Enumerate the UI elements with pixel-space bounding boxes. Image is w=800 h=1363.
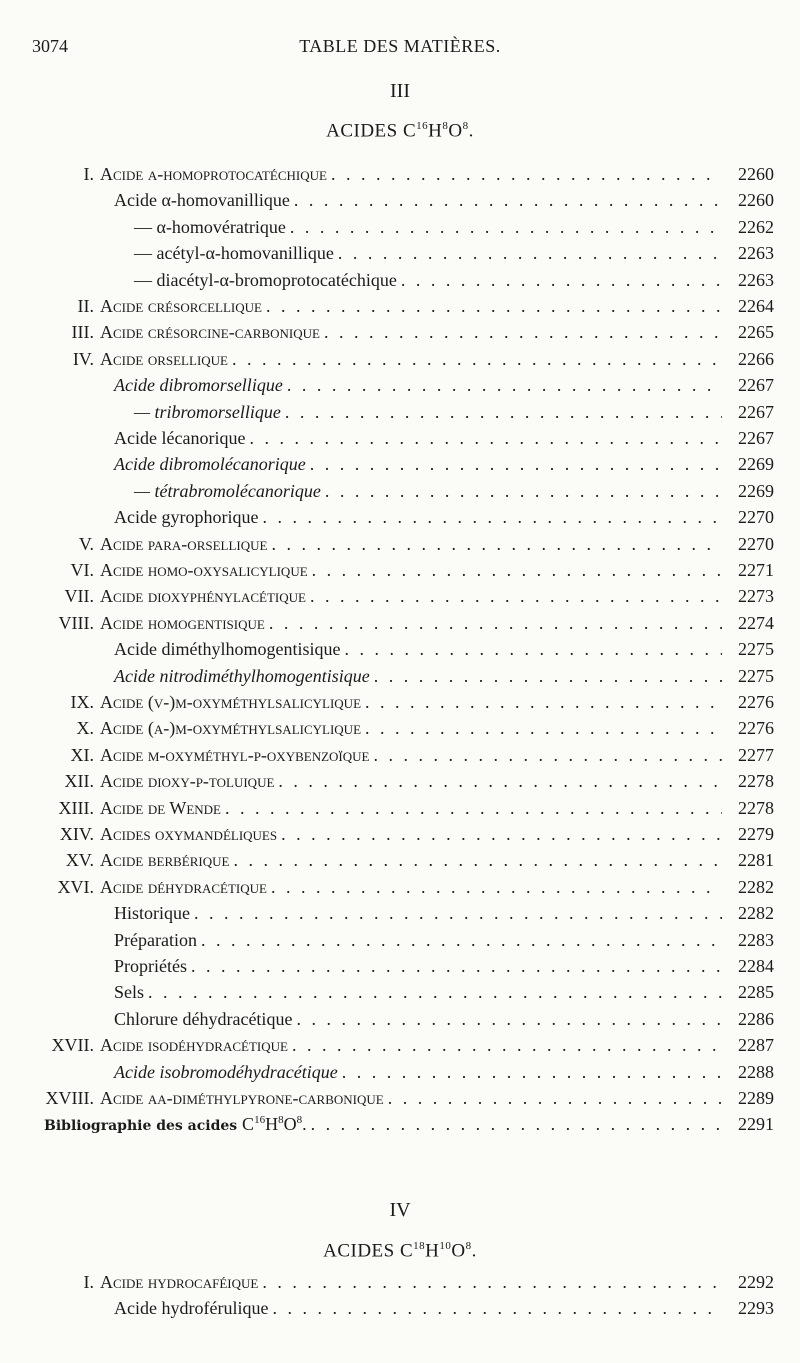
toc-entry (0, 798, 774, 824)
toc-entry-label: Acide homo-oxysalicylique (100, 560, 308, 580)
toc-entry-label: Bibliographie des acides $C^{16}H^8O^8$. (44, 1114, 307, 1135)
toc-entry (0, 1009, 774, 1035)
toc-entry-label: Acide dibromorsellique (114, 375, 283, 396)
toc-entry-number: VIII. (58, 612, 94, 633)
toc-entry-page: 2292 (738, 1272, 774, 1292)
toc-entry-number: II. (77, 296, 94, 316)
toc-entry (0, 586, 774, 612)
dot-leader (287, 375, 722, 396)
section-heading: ACIDES $C^{18}H^{10}O^8$. (323, 1240, 477, 1262)
dot-leader (296, 1009, 722, 1030)
dot-leader (249, 428, 722, 449)
toc-entry-label: Acide m-oxyméthyl-p-oxybenzoïque (100, 744, 370, 765)
toc-entry-page: 2265 (738, 322, 774, 343)
toc-entry-label: Acide (a-)m-oxyméthylsalicylique (100, 718, 362, 739)
toc-entry-page: 2264 (738, 296, 774, 316)
toc-entry-number: IV. (72, 348, 94, 369)
dot-leader (365, 718, 722, 739)
toc-entry-label: Acide gyrophorique (114, 507, 259, 528)
toc-entry (0, 1298, 774, 1324)
toc-entry (0, 349, 774, 375)
dot-leader (278, 771, 722, 792)
dot-leader (292, 1035, 722, 1056)
toc-entry (0, 270, 774, 296)
toc-entry (0, 903, 774, 929)
dot-leader (262, 507, 722, 528)
dot-leader (285, 402, 722, 423)
toc-entry (0, 666, 774, 692)
toc-entry-page: 2284 (738, 956, 774, 976)
toc-entry-label: Acide lécanorique (114, 428, 246, 448)
toc-entry (0, 824, 774, 850)
toc-entry (0, 745, 774, 771)
page-number: 3074 (32, 36, 68, 56)
toc-entry (0, 296, 774, 322)
toc-entry-label: Acide α-homoprotocatéchique (100, 164, 327, 184)
toc-entry (0, 507, 774, 533)
toc-entry-page: 2288 (738, 1061, 774, 1082)
toc-entry (0, 1088, 774, 1114)
toc-entry-label: Propriétés (114, 956, 187, 976)
toc-entry (0, 850, 774, 876)
toc-entry-page: 2269 (738, 454, 774, 475)
toc-entry-page: 2271 (738, 560, 774, 580)
toc-entry (0, 613, 774, 639)
toc-entry-page: 2267 (738, 375, 774, 396)
toc-entry-page: 2291 (738, 1114, 774, 1135)
toc-entry-page: 2276 (738, 718, 774, 739)
toc-entry-label: — α-homovératrique (134, 216, 286, 237)
toc-entry-label: Acide αα-diméthylpyrone-carbonique (100, 1088, 384, 1108)
toc-entry-page: 2263 (738, 269, 774, 290)
dot-leader (225, 798, 722, 819)
toc-entry (0, 930, 774, 956)
toc-entry-label: — diacétyl-α-bromoprotocatéchique (134, 269, 397, 290)
toc-entry-label: Acide isobromodéhydracétique (114, 1061, 338, 1082)
toc-entry-page: 2281 (738, 850, 774, 871)
toc-entry-number: XV. (65, 850, 94, 871)
toc-entry-page: 2285 (738, 982, 774, 1003)
toc-entry (0, 243, 774, 269)
toc-entry-page: 2263 (738, 243, 774, 264)
toc-entry-page: 2260 (738, 190, 774, 211)
toc-entry-page: 2276 (738, 692, 774, 712)
toc-entry-page: 2273 (738, 586, 774, 607)
toc-entry-label: Acide nitrodiméthylhomogentisique (114, 665, 370, 686)
dot-leader (325, 481, 722, 502)
toc-entry (0, 1114, 774, 1140)
toc-entry (0, 1062, 774, 1088)
toc-entry-page: 2275 (738, 665, 774, 686)
dot-leader (312, 560, 722, 581)
toc-entry-number: I. (83, 1272, 94, 1292)
dot-leader (374, 666, 722, 687)
dot-leader (310, 454, 722, 475)
toc-entry (0, 1272, 774, 1298)
toc-entry-number: XII. (64, 771, 94, 792)
toc-entry-page: 2289 (738, 1088, 774, 1108)
toc-entry-label: Acide orsellique (100, 348, 228, 369)
toc-entry (0, 375, 774, 401)
dot-leader (148, 982, 722, 1003)
toc-entry-label: Acide crésorcellique (100, 296, 262, 316)
dot-leader (294, 190, 722, 211)
dot-leader (271, 534, 722, 555)
toc-entry-number: I. (83, 164, 94, 184)
toc-entry-number: XI. (70, 744, 94, 765)
toc-entry (0, 190, 774, 216)
toc-entry-page: 2269 (738, 480, 774, 501)
toc-entry-page: 2282 (738, 876, 774, 897)
toc-entry-page: 2275 (738, 639, 774, 660)
dot-leader (338, 243, 722, 264)
dot-leader (342, 1062, 722, 1083)
toc-entry (0, 402, 774, 428)
toc-entry-page: 2287 (738, 1035, 774, 1056)
toc-entry-number: V. (78, 533, 94, 554)
toc-entry-label: Acides oxymandéliques (100, 824, 278, 844)
toc-entry-number: VI. (70, 560, 94, 580)
toc-entry-label: Acide hydrocaféique (100, 1272, 259, 1292)
dot-leader (191, 956, 722, 977)
dot-leader (311, 1114, 722, 1135)
toc-entry-label: Sels (114, 982, 145, 1003)
toc-entry-label: Acide crésorcine-carbonique (100, 322, 320, 343)
dot-leader (331, 164, 722, 185)
toc-entry-page: 2266 (738, 348, 774, 369)
toc-entry-label: Acide déhydracétique (100, 876, 267, 897)
toc-entry-page: 2267 (738, 428, 774, 448)
toc-entry-label: Acide de Wende (100, 797, 221, 818)
toc-entry-page: 2286 (738, 1008, 774, 1029)
toc-entry-number: VII. (64, 586, 94, 607)
dot-leader (262, 1272, 722, 1293)
dot-leader (266, 296, 722, 317)
toc-entry-label: Acide berbérique (100, 850, 230, 871)
toc-entry-page: 2293 (738, 1298, 774, 1319)
dot-leader (344, 639, 722, 660)
toc-entry-page: 2278 (738, 797, 774, 818)
toc-entry (0, 534, 774, 560)
toc-entry (0, 454, 774, 480)
toc-entry-page: 2267 (738, 401, 774, 422)
toc-entry-label: Historique (114, 903, 190, 924)
toc-entry (0, 692, 774, 718)
section-numeral: III (390, 80, 410, 102)
toc-entry-page: 2262 (738, 216, 774, 237)
toc-entry-page: 2274 (738, 612, 774, 633)
section-heading: ACIDES $C^{16}H^8O^8$. (326, 120, 474, 142)
toc-entry-label: Acide α-homovanillique (114, 190, 290, 211)
toc-entry-number: XIV. (59, 824, 94, 844)
toc-entry (0, 639, 774, 665)
toc-entry-page: 2278 (738, 771, 774, 792)
toc-entry-label: Chlorure déhydracétique (114, 1008, 293, 1029)
toc-entry-page: 2282 (738, 903, 774, 924)
toc-entry-number: XVI. (57, 876, 94, 897)
toc-entry (0, 560, 774, 586)
toc-entry-label: Acide homogentisique (100, 612, 265, 633)
toc-entry (0, 481, 774, 507)
dot-leader (388, 1088, 722, 1109)
toc-entry (0, 718, 774, 744)
dot-leader (324, 322, 722, 343)
dot-leader (194, 903, 722, 924)
toc-entry-page: 2270 (738, 533, 774, 554)
toc-entry (0, 217, 774, 243)
toc-entry (0, 771, 774, 797)
section-numeral: IV (389, 1199, 411, 1221)
toc-entry-label: Acide diméthylhomogentisique (114, 639, 341, 660)
toc-entry-label: Acide dioxyphénylacétique (100, 586, 306, 607)
toc-entry-page: 2277 (738, 744, 774, 765)
toc-entry-label: Acide hydroférulique (114, 1298, 269, 1319)
toc-entry-page: 2260 (738, 164, 774, 184)
dot-leader (401, 270, 722, 291)
toc-entry (0, 982, 774, 1008)
toc-entry-label: Acide dibromolécanorique (114, 454, 306, 475)
dot-leader (232, 349, 722, 370)
toc-entry-label: Acide dioxy-p-toluique (100, 771, 275, 792)
dot-leader (271, 877, 722, 898)
dot-leader (272, 1298, 722, 1319)
dot-leader (233, 850, 722, 871)
toc-entry-number: XVII. (51, 1035, 94, 1056)
toc-entry-number: X. (76, 718, 94, 739)
dot-leader (310, 586, 722, 607)
toc-entry (0, 877, 774, 903)
dot-leader (373, 745, 722, 766)
toc-entry (0, 428, 774, 454)
toc-entry (0, 956, 774, 982)
toc-entry-label: Préparation (114, 929, 197, 950)
toc-entry-label: Acide isodéhydracétique (100, 1035, 288, 1056)
toc-entry (0, 322, 774, 348)
toc-entry-number: XIII. (58, 797, 94, 818)
toc-entry-page: 2270 (738, 507, 774, 528)
toc-entry-label: Acide para-orsellique (100, 533, 268, 554)
toc-entry-page: 2279 (738, 824, 774, 844)
dot-leader (281, 824, 722, 845)
toc-entry-label: — tribromorsellique (134, 401, 281, 422)
running-title: TABLE DES MATIÈRES. (299, 36, 501, 56)
dot-leader (290, 217, 722, 238)
dot-leader (269, 613, 722, 634)
dot-leader (365, 692, 722, 713)
toc-entry-page: 2283 (738, 929, 774, 950)
toc-entry-label: Acide (v-)m-oxyméthylsalicylique (100, 692, 362, 712)
toc-entry-number: XVIII. (45, 1088, 94, 1108)
dot-leader (201, 930, 722, 951)
toc-entry-number: IX. (70, 692, 94, 712)
toc-entry (0, 1035, 774, 1061)
toc-entry-label: — tétrabromolécanorique (134, 480, 321, 501)
toc-entry (0, 164, 774, 190)
toc-entry-number: III. (71, 322, 94, 343)
toc-entry-label: — acétyl-α-homovanillique (134, 243, 334, 264)
